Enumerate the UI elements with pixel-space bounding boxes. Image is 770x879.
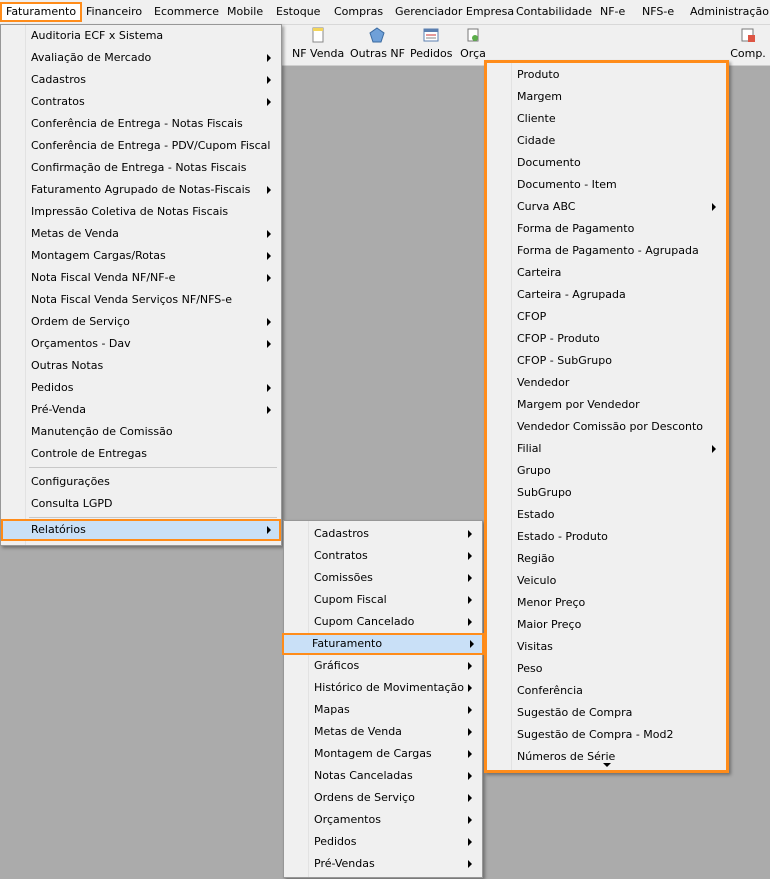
menu-item-label: Documento - Item bbox=[517, 178, 617, 191]
submenu-arrow-icon bbox=[468, 662, 472, 670]
toolbar-outras-nf-button[interactable] bbox=[350, 27, 404, 63]
menu-estoque[interactable]: Estoque bbox=[276, 5, 321, 18]
menu-item-label: Vendedor Comissão por Desconto bbox=[517, 420, 703, 433]
menu-item-label: Sugestão de Compra - Mod2 bbox=[517, 728, 674, 741]
relatorios-menu-item[interactable] bbox=[286, 545, 480, 567]
relatorios-menu-item[interactable] bbox=[286, 721, 480, 743]
menu-item-label: Histórico de Movimentação bbox=[314, 681, 465, 694]
menu-item-label: Comissões bbox=[314, 571, 373, 584]
menu-item-label: CFOP - SubGrupo bbox=[517, 354, 612, 367]
submenu-arrow-icon bbox=[468, 728, 472, 736]
menu-item-label: Maior Preço bbox=[517, 618, 582, 631]
menu-item-label: Metas de Venda bbox=[314, 725, 402, 738]
relatorios-menu-item[interactable] bbox=[286, 677, 480, 699]
faturamento-report-item[interactable] bbox=[489, 130, 724, 152]
relatorios-menu bbox=[283, 520, 483, 878]
relatorios-menu-item[interactable] bbox=[286, 831, 480, 853]
menu-item-label: Menor Preço bbox=[517, 596, 586, 609]
menu-item-label: Estado bbox=[517, 508, 555, 521]
toolbar-orcamento-button[interactable] bbox=[458, 27, 488, 63]
menu-item-label: Pré-Venda bbox=[31, 403, 86, 416]
faturamento-report-item[interactable] bbox=[489, 658, 724, 680]
faturamento-menu-item[interactable] bbox=[3, 333, 279, 355]
menu-item-label: Montagem de Cargas bbox=[314, 747, 432, 760]
menu-item-label: Orçamentos bbox=[314, 813, 381, 826]
menu-item-label: Pré-Vendas bbox=[314, 857, 375, 870]
faturamento-report-item[interactable] bbox=[489, 218, 724, 240]
submenu-arrow-icon bbox=[468, 750, 472, 758]
faturamento-menu bbox=[0, 24, 282, 546]
relatorios-menu-item[interactable] bbox=[286, 567, 480, 589]
menu-administracao[interactable]: Administração bbox=[690, 5, 769, 18]
faturamento-report-item[interactable] bbox=[489, 306, 724, 328]
faturamento-report-item[interactable] bbox=[489, 328, 724, 350]
faturamento-report-item[interactable] bbox=[489, 108, 724, 130]
relatorios-menu-item[interactable] bbox=[286, 853, 480, 875]
menu-item-label: Impressão Coletiva de Notas Fiscais bbox=[31, 205, 229, 218]
menu-item-label: SubGrupo bbox=[517, 486, 572, 499]
menu-item-label: Contratos bbox=[314, 549, 368, 562]
list-icon bbox=[423, 27, 439, 43]
faturamento-report-item[interactable] bbox=[489, 394, 724, 416]
menu-nfe[interactable]: NF-e bbox=[600, 5, 626, 18]
menu-financeiro[interactable]: Financeiro bbox=[86, 5, 143, 18]
faturamento-report-item[interactable] bbox=[489, 262, 724, 284]
submenu-arrow-icon bbox=[712, 203, 716, 211]
faturamento-report-item[interactable] bbox=[489, 548, 724, 570]
faturamento-menu-item[interactable] bbox=[3, 267, 279, 289]
faturamento-report-item[interactable] bbox=[489, 350, 724, 372]
menu-item-label: CFOP - Produto bbox=[517, 332, 600, 345]
menu-item-label: Conferência de Entrega - Notas Fiscais bbox=[31, 117, 243, 130]
submenu-arrow-icon bbox=[468, 706, 472, 714]
menu-item-label: Cidade bbox=[517, 134, 556, 147]
submenu-arrow-icon bbox=[267, 274, 271, 282]
relatorios-menu-item[interactable] bbox=[286, 787, 480, 809]
faturamento-report-item[interactable] bbox=[489, 636, 724, 658]
menu-separator bbox=[29, 517, 277, 518]
faturamento-reports-menu bbox=[484, 60, 729, 773]
menu-item-label: Sugestão de Compra bbox=[517, 706, 633, 719]
menu-item-label: Nota Fiscal Venda NF/NF-e bbox=[31, 271, 176, 284]
purchase-icon bbox=[740, 27, 756, 43]
submenu-arrow-icon bbox=[470, 640, 474, 648]
shape-icon bbox=[369, 27, 385, 43]
submenu-arrow-icon bbox=[267, 230, 271, 238]
menu-item-label: Auditoria ECF x Sistema bbox=[31, 29, 164, 42]
menu-item-label: Vendedor bbox=[517, 376, 570, 389]
menu-compras[interactable]: Compras bbox=[334, 5, 384, 18]
faturamento-report-item[interactable] bbox=[489, 240, 724, 262]
faturamento-report-item[interactable] bbox=[489, 196, 724, 218]
menu-item-label: Produto bbox=[517, 68, 560, 81]
faturamento-report-item[interactable] bbox=[489, 64, 724, 86]
relatorios-menu-item[interactable] bbox=[286, 765, 480, 787]
toolbar-label: Outras NF bbox=[350, 47, 405, 60]
menu-item-label: CFOP bbox=[517, 310, 547, 323]
faturamento-menu-item[interactable] bbox=[3, 201, 279, 223]
submenu-arrow-icon bbox=[267, 384, 271, 392]
toolbar-comp-button[interactable] bbox=[726, 27, 770, 63]
relatorios-menu-item[interactable] bbox=[286, 809, 480, 831]
submenu-arrow-icon bbox=[468, 860, 472, 868]
submenu-arrow-icon bbox=[468, 530, 472, 538]
faturamento-report-item[interactable] bbox=[489, 570, 724, 592]
faturamento-menu-item[interactable] bbox=[3, 245, 279, 267]
menu-item-label: Visitas bbox=[517, 640, 553, 653]
submenu-arrow-icon bbox=[267, 98, 271, 106]
menu-item-label: Cliente bbox=[517, 112, 556, 125]
submenu-arrow-icon bbox=[468, 618, 472, 626]
faturamento-menu-item[interactable] bbox=[3, 25, 279, 47]
menu-item-label: Orçamentos - Dav bbox=[31, 337, 131, 350]
relatorios-menu-item[interactable] bbox=[282, 633, 484, 655]
faturamento-report-item[interactable] bbox=[489, 438, 724, 460]
relatorios-menu-item[interactable] bbox=[286, 523, 480, 545]
faturamento-menu-item[interactable] bbox=[3, 91, 279, 113]
faturamento-report-item[interactable] bbox=[489, 702, 724, 724]
menu-contabilidade[interactable]: Contabilidade bbox=[516, 5, 593, 18]
faturamento-report-item[interactable] bbox=[489, 416, 724, 438]
submenu-arrow-icon bbox=[468, 596, 472, 604]
menu-item-relatorios[interactable] bbox=[1, 519, 281, 541]
menu-item-label: Filial bbox=[517, 442, 542, 455]
menu-gerenciador-empresa[interactable]: Gerenciador Empresa bbox=[395, 5, 515, 18]
faturamento-menu-item[interactable] bbox=[3, 355, 279, 377]
faturamento-report-item[interactable] bbox=[489, 614, 724, 636]
faturamento-report-item[interactable] bbox=[489, 86, 724, 108]
faturamento-menu-item[interactable] bbox=[3, 471, 279, 493]
menu-item-label: Documento bbox=[517, 156, 581, 169]
faturamento-menu-item[interactable] bbox=[3, 69, 279, 91]
relatorios-menu-item[interactable] bbox=[286, 611, 480, 633]
menu-item-label: Forma de Pagamento bbox=[517, 222, 635, 235]
toolbar-nf-venda-button[interactable] bbox=[292, 27, 344, 63]
menu-item-label: Nota Fiscal Venda Serviços NF/NFS-e bbox=[31, 293, 232, 306]
menu-item-label: Carteira bbox=[517, 266, 562, 279]
faturamento-report-item[interactable] bbox=[489, 284, 724, 306]
toolbar-label: Orça bbox=[460, 47, 486, 60]
menu-item-label: Pedidos bbox=[31, 381, 74, 394]
menu-item-label: Margem por Vendedor bbox=[517, 398, 640, 411]
submenu-arrow-icon bbox=[267, 54, 271, 62]
faturamento-menu-item[interactable] bbox=[3, 47, 279, 69]
submenu-arrow-icon bbox=[468, 552, 472, 560]
submenu-arrow-icon bbox=[712, 445, 716, 453]
menu-item-label: Ordem de Serviço bbox=[31, 315, 130, 328]
relatorios-menu-item[interactable] bbox=[286, 589, 480, 611]
menu-item-label: Carteira - Agrupada bbox=[517, 288, 626, 301]
menu-item-label: Ordens de Serviço bbox=[314, 791, 415, 804]
document-icon bbox=[310, 27, 326, 43]
scroll-down-icon[interactable] bbox=[603, 763, 611, 767]
faturamento-menu-item[interactable] bbox=[3, 179, 279, 201]
faturamento-menu-item[interactable] bbox=[3, 157, 279, 179]
submenu-arrow-icon bbox=[468, 684, 472, 692]
submenu-arrow-icon bbox=[468, 838, 472, 846]
menu-item-label: Configurações bbox=[31, 475, 110, 488]
menu-item-label: Mapas bbox=[314, 703, 350, 716]
faturamento-report-item[interactable] bbox=[489, 592, 724, 614]
faturamento-menu-item[interactable] bbox=[3, 493, 279, 515]
menu-item-label: Veiculo bbox=[517, 574, 557, 587]
faturamento-report-item[interactable] bbox=[489, 680, 724, 702]
submenu-arrow-icon bbox=[468, 794, 472, 802]
submenu-arrow-icon bbox=[267, 252, 271, 260]
submenu-arrow-icon bbox=[267, 76, 271, 84]
menu-item-label: Peso bbox=[517, 662, 543, 675]
menu-item-label: Cadastros bbox=[31, 73, 86, 86]
menu-item-label: Gráficos bbox=[314, 659, 360, 672]
menu-item-label: Contratos bbox=[31, 95, 85, 108]
faturamento-menu-item[interactable] bbox=[3, 135, 279, 157]
menu-item-label: Consulta LGPD bbox=[31, 497, 113, 510]
faturamento-menu-item[interactable] bbox=[3, 311, 279, 333]
toolbar-label: Comp. bbox=[730, 47, 766, 60]
faturamento-menu-item[interactable] bbox=[3, 377, 279, 399]
faturamento-report-item[interactable] bbox=[489, 482, 724, 504]
submenu-arrow-icon bbox=[267, 340, 271, 348]
submenu-arrow-icon bbox=[267, 318, 271, 326]
menu-item-label: Margem bbox=[517, 90, 563, 103]
toolbar-pedidos-button[interactable] bbox=[410, 27, 452, 63]
menu-item-label: Outras Notas bbox=[31, 359, 104, 372]
menu-item-label: Montagem Cargas/Rotas bbox=[31, 249, 166, 262]
faturamento-menu-item[interactable] bbox=[3, 223, 279, 245]
menu-item-label: Manutenção de Comissão bbox=[31, 425, 173, 438]
menu-item-label: Forma de Pagamento - Agrupada bbox=[517, 244, 699, 257]
menu-item-label: Cupom Cancelado bbox=[314, 615, 415, 628]
menu-item-label: Conferência bbox=[517, 684, 583, 697]
faturamento-report-item[interactable] bbox=[489, 724, 724, 746]
menu-item-label: Estado - Produto bbox=[517, 530, 608, 543]
faturamento-menu-item[interactable] bbox=[3, 113, 279, 135]
menu-item-label: Controle de Entregas bbox=[31, 447, 148, 460]
submenu-arrow-icon bbox=[267, 526, 271, 534]
submenu-arrow-icon bbox=[468, 574, 472, 582]
menu-item-label: Grupo bbox=[517, 464, 551, 477]
relatorios-menu-item[interactable] bbox=[286, 655, 480, 677]
menu-item-label: Confirmação de Entrega - Notas Fiscais bbox=[31, 161, 247, 174]
faturamento-report-item[interactable] bbox=[489, 504, 724, 526]
faturamento-report-item[interactable] bbox=[489, 372, 724, 394]
menu-nfse[interactable]: NFS-e bbox=[642, 5, 675, 18]
menu-item-label: Pedidos bbox=[314, 835, 357, 848]
submenu-arrow-icon bbox=[468, 772, 472, 780]
faturamento-report-item[interactable] bbox=[489, 174, 724, 196]
menu-item-label: Relatórios bbox=[31, 523, 86, 536]
faturamento-report-item[interactable] bbox=[489, 460, 724, 482]
menu-item-label: Curva ABC bbox=[517, 200, 576, 213]
menu-item-label: Metas de Venda bbox=[31, 227, 119, 240]
toolbar-label: Pedidos bbox=[410, 47, 453, 60]
menu-item-label: Faturamento Agrupado de Notas-Fiscais bbox=[31, 183, 251, 196]
menu-item-label: Números de Série bbox=[517, 750, 616, 763]
menu-faturamento[interactable]: Faturamento bbox=[0, 2, 82, 22]
menu-item-label: Avaliação de Mercado bbox=[31, 51, 152, 64]
quote-icon bbox=[465, 27, 481, 43]
submenu-arrow-icon bbox=[267, 406, 271, 414]
faturamento-menu-item[interactable] bbox=[3, 399, 279, 421]
faturamento-report-item[interactable] bbox=[489, 526, 724, 548]
submenu-arrow-icon bbox=[267, 186, 271, 194]
toolbar-label: NF Venda bbox=[292, 47, 345, 60]
menu-mobile[interactable]: Mobile bbox=[227, 5, 264, 18]
faturamento-menu-item[interactable] bbox=[3, 443, 279, 465]
faturamento-menu-item[interactable] bbox=[3, 421, 279, 443]
faturamento-report-item[interactable] bbox=[489, 152, 724, 174]
menu-item-label: Cupom Fiscal bbox=[314, 593, 387, 606]
menu-item-label: Conferência de Entrega - PDV/Cupom Fiscal bbox=[31, 139, 271, 152]
menu-separator bbox=[29, 467, 277, 468]
menu-ecommerce[interactable]: Ecommerce bbox=[154, 5, 220, 18]
relatorios-menu-item[interactable] bbox=[286, 699, 480, 721]
menu-item-label: Região bbox=[517, 552, 555, 565]
menu-item-label: Cadastros bbox=[314, 527, 369, 540]
menu-item-label: Faturamento bbox=[312, 637, 383, 650]
menu-item-label: Notas Canceladas bbox=[314, 769, 413, 782]
submenu-arrow-icon bbox=[468, 816, 472, 824]
faturamento-menu-item[interactable] bbox=[3, 289, 279, 311]
menu-bar bbox=[0, 0, 770, 25]
relatorios-menu-item[interactable] bbox=[286, 743, 480, 765]
